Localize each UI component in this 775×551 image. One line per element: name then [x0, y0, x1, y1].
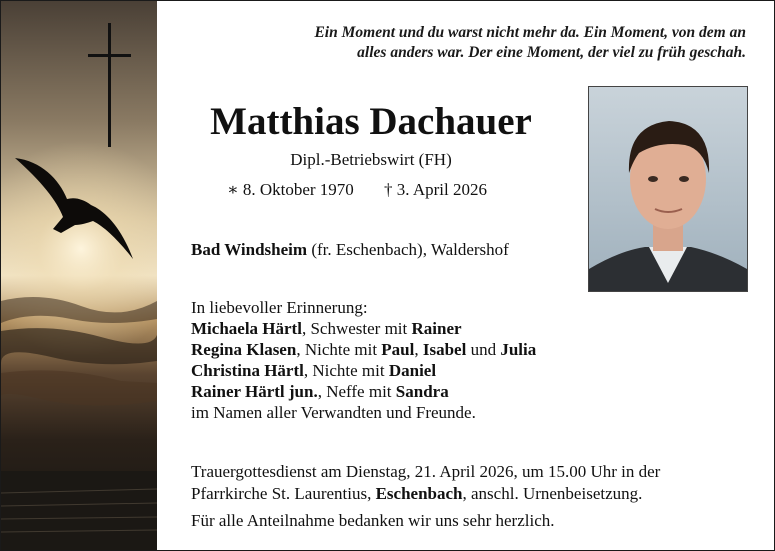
- mourners-list: [191, 297, 536, 423]
- service-line: Trauergottesdienst am Dienstag, 21. April 2026, um 15.00 Uhr in der: [191, 462, 661, 481]
- service-town: Eschenbach: [375, 484, 463, 503]
- mourner-name: Regina Klasen: [191, 340, 297, 359]
- residence-place: Bad Windsheim: [191, 240, 308, 259]
- died-symbol: †: [384, 180, 393, 199]
- mourner-relation: , Nichte mit: [303, 361, 389, 380]
- mourner-row: [191, 339, 536, 360]
- service-church: Pfarrkirche St. Laurentius,: [191, 484, 376, 503]
- quote-line: alles anders war. Der eine Moment, der viel zu früh geschah.: [357, 44, 746, 61]
- thanks-line: Für alle Anteilnahme bedanken wir uns sehr herzlich.: [191, 511, 555, 530]
- funeral-service-info: [191, 461, 660, 505]
- portrait-photo: [588, 86, 748, 292]
- mourner-name: Christina Härtl: [191, 361, 304, 380]
- partner-name: Rainer: [411, 319, 462, 338]
- mourner-relation: , Neffe mit: [317, 382, 396, 401]
- mourner-row: [191, 381, 536, 402]
- mourner-name: Rainer Härtl jun.: [191, 382, 318, 401]
- mourner-name: Michaela Härtl: [191, 319, 302, 338]
- separator: und: [466, 340, 501, 359]
- mourner-relation: , Schwester mit: [301, 319, 412, 338]
- service-burial: , anschl. Urnenbeisetzung.: [462, 484, 643, 503]
- deceased-title: Dipl.-Betriebswirt (FH): [290, 150, 452, 169]
- mourner-row: [191, 360, 536, 381]
- child-name: Isabel: [422, 340, 467, 359]
- partner-name: Daniel: [388, 361, 437, 380]
- child-name: Paul: [381, 340, 415, 359]
- born-symbol: ∗: [227, 180, 239, 199]
- mourner-row: [191, 318, 536, 339]
- life-dates: [227, 179, 487, 201]
- mourners-closing: im Namen aller Verwandten und Freunde.: [191, 403, 476, 422]
- deceased-name: Matthias Dachauer: [210, 100, 532, 143]
- residence-rest: (fr. Eschenbach), Waldershof: [307, 240, 509, 259]
- child-name: Julia: [500, 340, 537, 359]
- mourner-relation: , Nichte mit: [296, 340, 382, 359]
- separator: ,: [414, 340, 423, 359]
- birth-date: 8. Oktober 1970: [242, 180, 354, 199]
- death-date: 3. April 2026: [396, 180, 487, 199]
- residence-line: [191, 239, 509, 261]
- partner-name: Sandra: [395, 382, 449, 401]
- sunset-seagull-image: [1, 1, 157, 550]
- service-line: [191, 483, 660, 505]
- quote-line: Ein Moment und du warst nicht mehr da. Ein Moment, von dem an: [314, 24, 746, 41]
- mourners-intro: In liebevoller Erinnerung:: [191, 298, 368, 317]
- memorial-quote: [171, 23, 746, 63]
